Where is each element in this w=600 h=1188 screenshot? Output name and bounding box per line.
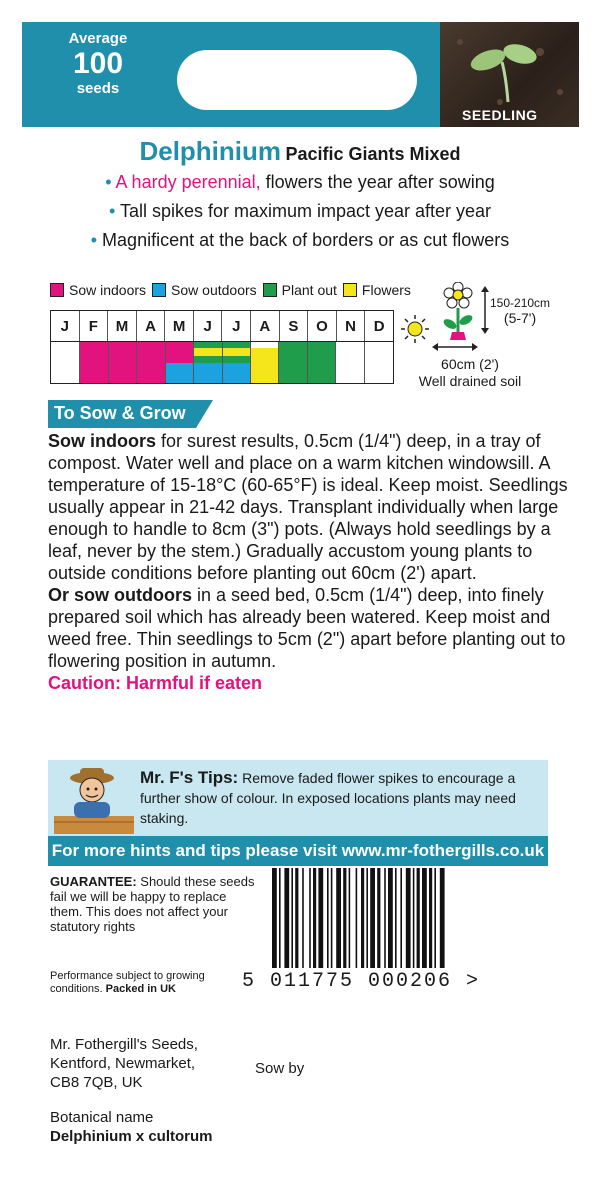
sowing-instructions: [48, 430, 568, 694]
caution-text: Caution: Harmful if eaten: [48, 673, 263, 693]
sow-indoors-heading: Sow indoors: [48, 431, 156, 451]
packed-in-uk: Packed in UK: [105, 983, 176, 995]
legend-plant-out: Plant out: [263, 282, 337, 298]
guarantee-text: [50, 874, 260, 934]
sow-outdoors-text: in a seed bed, 0.5cm (1/4") deep, into finely prepared soil which has already been watered. Keep moist and weed free. Thin seedlings to 5cm (2") apart before planting out to flowering position in autumn.: [48, 585, 566, 671]
guarantee-heading: GUARANTEE:: [50, 874, 137, 889]
product-title: [0, 136, 600, 167]
bullet-3: • Magnificent at the back of borders or as cut flowers: [90, 230, 510, 250]
flower-icon: [438, 282, 478, 342]
avg-count: 100: [72, 47, 124, 80]
tips-heading: Mr. F's Tips:: [140, 768, 239, 787]
bullet-2-text: Tall spikes for maximum impact year after year: [119, 201, 492, 221]
barcode-number: 5 011775 000206 >: [242, 970, 481, 993]
month-may: M: [165, 311, 194, 341]
bullet-1-highlight: A hardy perennial,: [115, 172, 261, 192]
avg-label: Average: [68, 30, 128, 47]
calendar-legend: [50, 282, 417, 298]
month-oct: O: [308, 311, 337, 341]
plant-height: 150-210cm (5-7'): [490, 296, 551, 326]
sow-outdoors-heading: Or sow outdoors: [48, 585, 192, 605]
sow-indoors-text: for surest results, 0.5cm (1/4") deep, in a tray of compost. Water well and place on a warm kitchen windowsill. A temperature of 15-18°C (60-65°F) is ideal. Keep moist. Seedlings usually appear in 21-42 days. Transplant individually when large enough to handle to 8cm (3") pots. (Always hold seedlings by a leaf, never by the stem.) Gradually accustom young plants to outside conditions before planting out 60cm (2') apart.: [48, 431, 568, 583]
tips-text: [140, 768, 545, 828]
calendar-months: [51, 311, 393, 342]
month-aug: A: [251, 311, 280, 341]
seedling-photo: [440, 22, 579, 127]
month-jul: J: [222, 311, 251, 341]
farmer-mascot-icon: [54, 764, 134, 834]
month-sep: S: [280, 311, 309, 341]
month-apr: A: [137, 311, 166, 341]
photo-label: SEEDLING: [462, 107, 538, 123]
bullet-2: • Tall spikes for maximum impact year after year: [108, 201, 492, 221]
company-address: Mr. Fothergill's Seeds, Kentford, Newmarket, CB8 7QB, UK: [50, 1036, 198, 1091]
month-dec: D: [373, 318, 385, 335]
bullet-1-text: flowers the year after sowing: [260, 172, 495, 192]
botanical-value: Delphinium x cultorum: [50, 1128, 213, 1145]
sowing-calendar: [50, 310, 394, 384]
month-nov: N: [337, 311, 366, 341]
month-jun: J: [194, 311, 223, 341]
spread-arrow-icon: [432, 342, 478, 352]
tips-body: Remove faded flower spikes to encourage a further show of colour. In exposed locations plants may need staking.: [140, 770, 516, 826]
sow-grow-heading: To Sow & Grow: [54, 403, 186, 423]
feature-bullets: [0, 168, 600, 255]
performance-note: Performance subject to growing conditions. Packed in UK: [50, 970, 205, 995]
bullet-1: • A hardy perennial, flowers the year after sowing: [105, 172, 495, 192]
guarantee-body: Should these seeds fail we will be happy to replace them. This does not affect your statutory rights: [50, 874, 255, 934]
botanical-name: [50, 1108, 213, 1146]
seed-count-block: [48, 30, 148, 98]
bar-flowers-aug: [250, 348, 278, 383]
barcode: [242, 868, 552, 998]
sow-by-label: Sow by: [255, 1060, 305, 1077]
month-mar: M: [108, 311, 137, 341]
height-arrow-icon: [480, 286, 490, 334]
legend-flowers: Flowers: [343, 282, 411, 298]
bar-sow-outdoors: [165, 363, 250, 383]
month-jan: J: [51, 311, 80, 341]
plant-spread: 60cm (2') Well drained soil: [418, 356, 522, 389]
bullet-3-text: Magnificent at the back of borders or as cut flowers: [102, 230, 510, 250]
legend-sow-indoors: Sow indoors: [50, 282, 146, 298]
blank-label-pill: [177, 50, 417, 110]
month-feb: F: [80, 311, 109, 341]
bar-sow-indoors-may: [165, 342, 193, 359]
barcode-bars: [242, 868, 552, 973]
avg-unit: seeds: [76, 80, 120, 97]
botanical-label: Botanical name: [50, 1109, 154, 1126]
title-sub: Pacific Giants Mixed: [285, 144, 461, 164]
legend-sow-outdoors: Sow outdoors: [152, 282, 257, 298]
tips-box: [48, 760, 548, 836]
sun-icon: [400, 314, 430, 344]
title-main: Delphinium: [139, 136, 282, 166]
website-banner: For more hints and tips please visit www.mr-fothergills.co.uk: [48, 836, 548, 866]
